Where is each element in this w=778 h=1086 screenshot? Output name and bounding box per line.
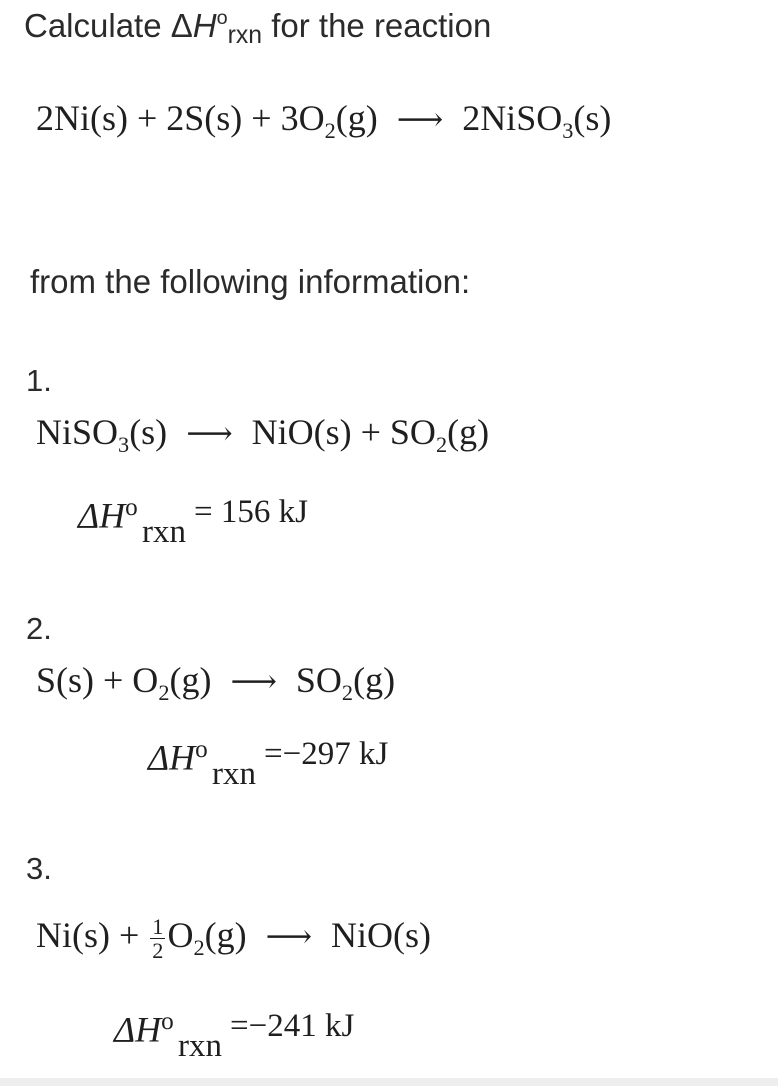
step-1-equation: NiSO$_3$(s) ⟶ $NiO(s) + SO_2(g)$ [36,412,490,457]
step-3-equation: Ni(s) + $\frac{1}{2}$ $O_2(g)$ ⟶ NiO(s) [36,914,432,964]
step-3-dh-value: =−241 kJ [230,1008,355,1044]
main-reaction-equation: $2Ni(s) + 2S(s) + 3O_2(g)$ ⟶ 2NiSO$_3$(s) [36,98,612,143]
reaction-arrow: ⟶ [186,416,233,452]
step-number-2: 2. [26,611,52,646]
reaction-arrow: ⟶ [230,664,277,700]
step-number-3: 3. [26,851,52,886]
step-2-equation: $S(s) + O_2(g)$ ⟶ $SO_2(g)$ [36,660,396,705]
step-2-dh-value: =−297 kJ [264,736,389,772]
step-1-dh-value: = 156 kJ [194,494,308,530]
bottom-divider-bar [0,1078,778,1086]
reaction-arrow: ⟶ [396,102,444,138]
question-title: Calculate $\Delta H^o_{rxn}$ for the reaction [24,6,492,50]
step-2-dh-symbol: $\Delta H^o$ [148,736,208,778]
step-3-rxn-subscript: rxn [178,1028,222,1064]
reaction-arrow: ⟶ [265,919,313,956]
step-1-rxn-subscript: rxn [142,514,186,550]
step-3-dh-symbol: $\Delta H^o$ [114,1008,174,1050]
instruction-text: from the following information: [30,263,471,300]
step-2-rxn-subscript: rxn [212,756,256,792]
fraction-one-half: $\frac{1}{2}$ [152,914,164,964]
step-number-1: 1. [26,363,52,398]
step-1-dh-symbol: $\Delta H^o$ [78,494,138,536]
